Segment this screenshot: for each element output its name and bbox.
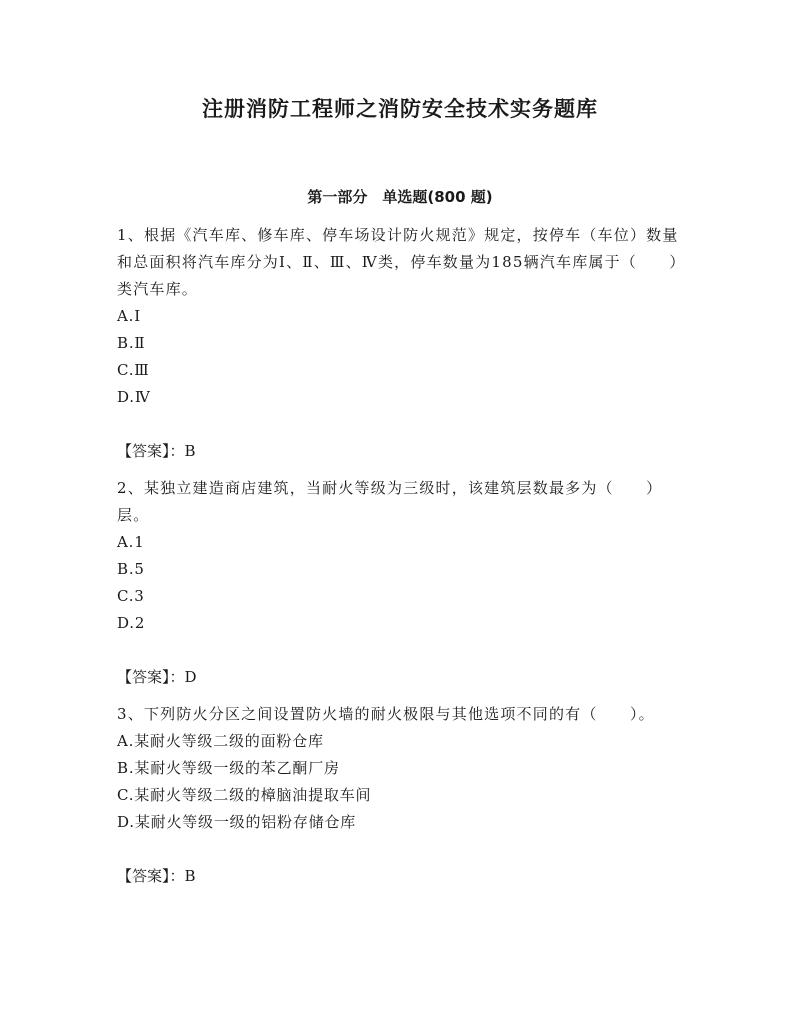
option-d: D.某耐火等级一级的铝粉存储仓库	[117, 813, 357, 831]
option-b: B.5	[117, 560, 145, 578]
question-2	[117, 475, 687, 701]
answer-line	[117, 664, 687, 691]
option-a: A.1	[117, 533, 145, 551]
option-b: B.Ⅱ	[117, 334, 146, 352]
question-stem: 2、某独立建造商店建筑，当耐火等级为三级时，该建筑层数最多为（ ）层。	[117, 479, 663, 524]
answer-value: B	[184, 867, 196, 885]
question-stem: 1、根据《汽车库、修车库、停车场设计防火规范》规定，按停车（车位）数量和总面积将汽车库分为Ⅰ、Ⅱ、Ⅲ、Ⅳ类，停车数量为185辆汽车库属于（ ）类汽车库。	[117, 226, 686, 298]
question-list	[117, 222, 687, 890]
option-c: C.3	[117, 587, 145, 605]
option-c: C.Ⅲ	[117, 361, 150, 379]
option-d: D.2	[117, 614, 146, 632]
answer-label: 【答案】：	[117, 867, 185, 885]
option-b: B.某耐火等级一级的苯乙酮厂房	[117, 759, 340, 777]
answer-value: D	[184, 668, 197, 686]
answer-line	[117, 863, 687, 890]
question-3	[117, 701, 687, 890]
option-a: A.Ⅰ	[117, 307, 141, 325]
answer-label: 【答案】：	[117, 668, 185, 686]
option-c: C.某耐火等级二级的樟脑油提取车间	[117, 786, 372, 804]
answer-line	[117, 438, 687, 465]
answer-label: 【答案】：	[117, 442, 185, 460]
option-d: D.Ⅳ	[117, 388, 151, 406]
section-title: 第一部分 单选题(800 题)	[307, 188, 493, 206]
answer-value: B	[184, 442, 196, 460]
document-title: 注册消防工程师之消防安全技术实务题库	[202, 97, 598, 121]
question-1	[117, 222, 687, 475]
option-a: A.某耐火等级二级的面粉仓库	[117, 732, 324, 750]
question-stem: 3、下列防火分区之间设置防火墙的耐火极限与其他选项不同的有（ ）。	[117, 705, 655, 723]
